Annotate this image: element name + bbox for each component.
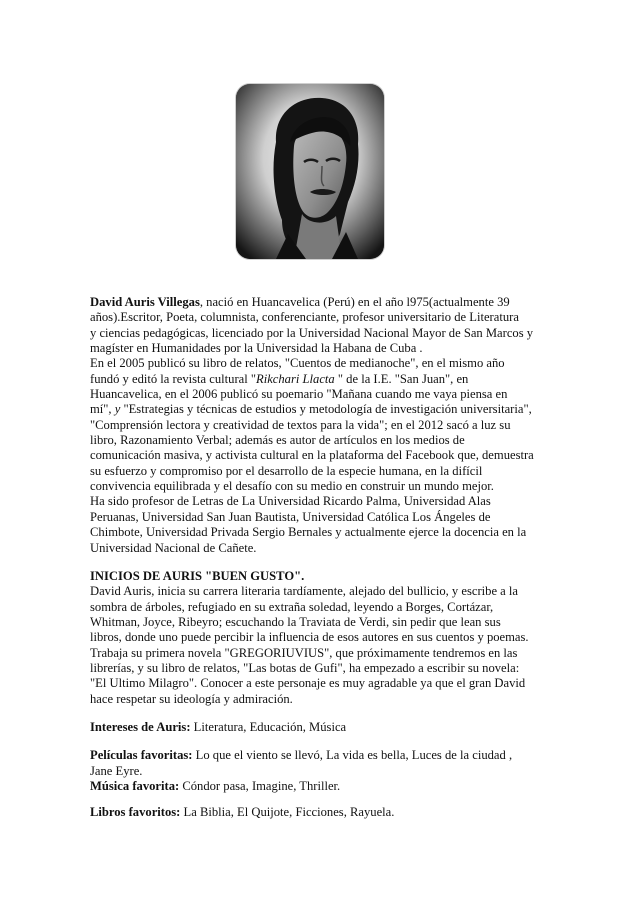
inicios-line: sombra de árboles, refugiado en su extraña soledad, leyendo a Borges, Cortázar, — [90, 599, 494, 614]
bio-line: comunicación masiva, y activista cultural en la plataforma del Facebook que, demuestra — [90, 448, 534, 463]
bio-line: Universidad Nacional de Cañete. — [90, 540, 257, 555]
peliculas-line: Películas favoritas: Lo que el viento se llevó, La vida es bella, Luces de la ciudad , — [90, 748, 513, 763]
bio-line: Huancavelica, en el 2006 publicó su poemario "Mañana cuando me vaya piensa en — [90, 387, 508, 402]
biography-text — [90, 295, 552, 821]
author-portrait — [236, 84, 384, 259]
bio-line: Peruanas, Universidad San Juan Bautista, Universidad Católica Los Ángeles de — [90, 509, 491, 524]
bio-line-intro: David Auris Villegas, nació en Huancavelica (Perú) en el año l975(actualmente 39 — [90, 295, 510, 309]
inicios-line: Whitman, Joyce, Ribeyro; escuchando la Traviata de Verdi, sin pedir que lean sus — [90, 614, 501, 629]
bio-line-mi: mí", y "Estrategias y técnicas de estudios y metodología de investigación universitaria", — [90, 402, 532, 417]
bio-line: y ciencias pedagógicas, licenciado por la Universidad Nacional Mayor de San Marcos y — [90, 325, 534, 340]
inicios-line: hace respetar su ideología y admiración. — [90, 691, 293, 706]
revista-name: Rikchari Llacta — [256, 371, 335, 386]
bio-line: convivencia equilibrada y el desafío con su medio en construir un mundo mejor. — [90, 479, 494, 494]
inicios-line: "El Ultimo Milagro". Conocer a este personaje es muy agradable ya que el gran David — [90, 676, 526, 691]
inicios-line: librerías, y su libro de relatos, "Las botas de Gufi", ha empezado a escribir su novela: — [90, 660, 520, 675]
bio-line-revista: fundó y editó la revista cultural "Rikchari Llacta " de la I.E. "San Juan", en — [90, 371, 469, 386]
spacer — [90, 556, 552, 569]
portrait-illustration — [236, 84, 384, 259]
bio-line: "Comprensión lectora y creatividad de textos para la vida"; en el 2012 sacó a luz su — [90, 417, 511, 432]
musica-line: Música favorita: Cóndor pasa, Imagine, Thriller. — [90, 778, 341, 793]
spacer — [90, 735, 552, 748]
intereses-line: Intereses de Auris: Literatura, Educación, Música — [90, 719, 347, 734]
bio-line: Ha sido profesor de Letras de La Universidad Ricardo Palma, Universidad Alas — [90, 494, 491, 509]
bio-line: En el 2005 publicó su libro de relatos, "Cuentos de medianoche", en el mismo año — [90, 356, 505, 371]
inicios-line: David Auris, inicia su carrera literaria tardíamente, alejado del bullicio, y escribe a la — [90, 584, 519, 599]
spacer — [90, 707, 552, 720]
bio-line: Chimbote, Universidad Privada Sergio Bernales y actualmente ejerce la docencia en la — [90, 525, 527, 540]
bio-line: magíster en Humanidades por la Universidad la Habana de Cuba . — [90, 341, 423, 356]
inicios-line: Trabaja su primera novela "GREGORIUVIUS", que próximamente tendremos en las — [90, 645, 518, 660]
inicios-heading: INICIOS DE AURIS "BUEN GUSTO". — [90, 568, 305, 583]
inicios-line: libros, donde uno puede percibir la influencia de esos autores en sus cuentos y poemas. — [90, 630, 529, 645]
bio-line: su esfuerzo y compromiso por el desarrollo de la especie humana, en la difícil — [90, 463, 483, 478]
peliculas-line-cont: Jane Eyre. — [90, 763, 143, 778]
spacer — [90, 794, 552, 805]
libros-line: Libros favoritos: La Biblia, El Quijote, Ficciones, Rayuela. — [90, 805, 395, 820]
author-name: David Auris Villegas — [90, 295, 200, 309]
bio-line: años).Escritor, Poeta, columnista, conferenciante, profesor universitario de Literatura — [90, 310, 519, 325]
bio-line: libro, Razonamiento Verbal; además es autor de artículos en los medios de — [90, 433, 465, 448]
